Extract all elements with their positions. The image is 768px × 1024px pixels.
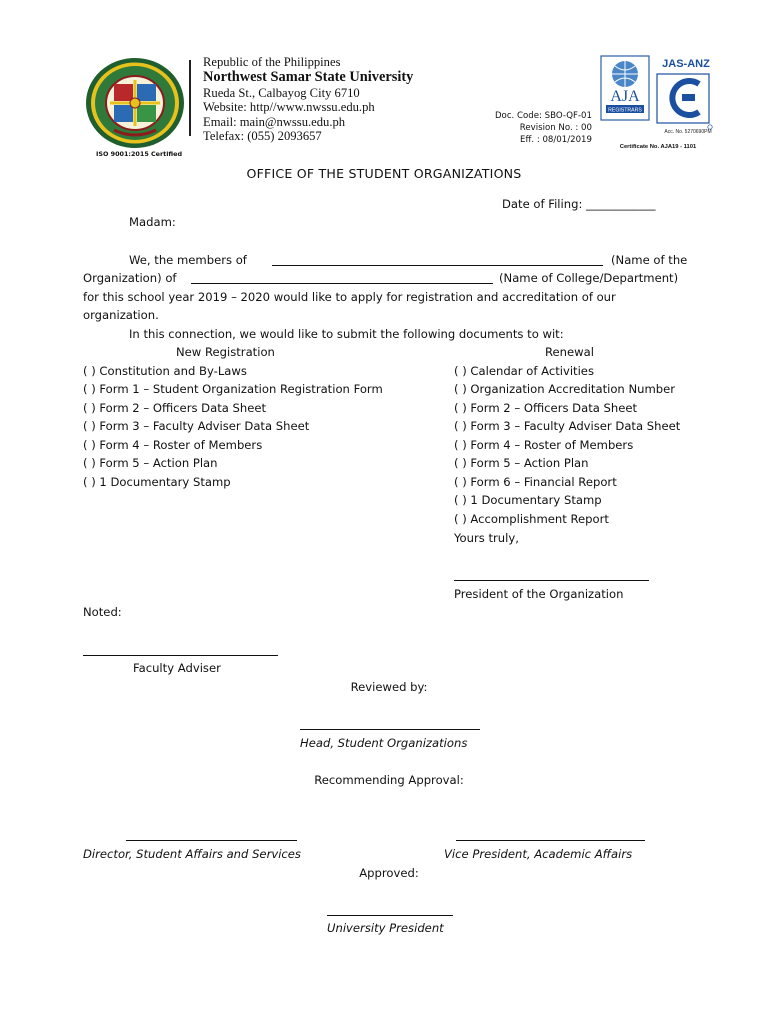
organization-name-field[interactable]	[272, 265, 603, 266]
form-title: OFFICE OF THE STUDENT ORGANIZATIONS	[246, 166, 522, 181]
date-of-filing: Date of Filing: ____________	[502, 197, 656, 211]
renewal-item[interactable]: ( ) Accomplishment Report	[454, 512, 609, 526]
new-reg-item[interactable]: ( ) Form 2 – Officers Data Sheet	[83, 401, 267, 415]
president-univ-signature-line[interactable]	[327, 915, 453, 916]
reviewed-by-label: Reviewed by:	[350, 680, 428, 694]
aja-label: AJA	[610, 88, 640, 105]
head-student-orgs-label: Head, Student Organizations	[300, 736, 468, 750]
para1-name-of-college: (Name of College/Department)	[499, 271, 679, 285]
director-signature-line[interactable]	[126, 840, 297, 841]
new-registration-heading: New Registration	[176, 345, 275, 359]
university-seal-icon	[84, 56, 186, 150]
new-reg-item[interactable]: ( ) Constitution and By-Laws	[83, 364, 247, 378]
republic-line: Republic of the Philippines	[203, 55, 341, 69]
president-signature-line[interactable]	[454, 580, 649, 581]
renewal-item[interactable]: ( ) Form 3 – Faculty Adviser Data Sheet	[454, 419, 681, 433]
renewal-heading: Renewal	[545, 345, 594, 359]
university-website: Website: http//www.nwssu.edu.ph	[203, 100, 375, 114]
iso-certified-note: ISO 9001:2015 Certified	[96, 150, 183, 158]
para1-organization-of: Organization) of	[83, 271, 177, 285]
approved-label: Approved:	[359, 866, 419, 880]
university-name: Northwest Samar State University	[203, 69, 414, 85]
director-label: Director, Student Affairs and Services	[83, 847, 301, 861]
university-address: Rueda St., Calbayog City 6710	[203, 86, 360, 100]
salutation: Madam:	[129, 215, 176, 229]
university-telefax: Telefax: (055) 2093657	[203, 129, 322, 143]
faculty-adviser-signature-line[interactable]	[83, 655, 278, 656]
certification-logos-icon	[600, 54, 718, 152]
para1-school-year: for this school year 2019 – 2020 would like to apply for registration and accreditation of our	[83, 290, 616, 304]
renewal-item[interactable]: ( ) Form 5 – Action Plan	[454, 456, 589, 470]
new-reg-item[interactable]: ( ) Form 1 – Student Organization Registration Form	[83, 382, 383, 396]
head-signature-line[interactable]	[300, 729, 480, 730]
vp-academic-label: Vice President, Academic Affairs	[444, 847, 633, 861]
recommending-approval-label: Recommending Approval:	[314, 773, 464, 787]
renewal-item[interactable]: ( ) Form 2 – Officers Data Sheet	[454, 401, 638, 415]
closing-yours-truly: Yours truly,	[454, 531, 519, 545]
renewal-item[interactable]: ( ) Form 4 – Roster of Members	[454, 438, 634, 452]
doc-code: Doc. Code: SBO-QF-01	[494, 111, 592, 121]
vp-signature-line[interactable]	[456, 840, 645, 841]
letterhead-divider	[189, 60, 191, 136]
para1-organization: organization.	[83, 308, 159, 322]
acc-number-label: Acc. No. 5270690PM	[664, 129, 712, 135]
registrars-label: REGISTRARS	[608, 107, 642, 114]
para2-documents: In this connection, we would like to submit the following documents to wit:	[129, 327, 564, 341]
renewal-item[interactable]: ( ) Form 6 – Financial Report	[454, 475, 617, 489]
renewal-item[interactable]: ( ) 1 Documentary Stamp	[454, 493, 602, 507]
college-department-field[interactable]	[191, 283, 493, 284]
para1-name-of-the: (Name of the	[611, 253, 688, 267]
faculty-adviser-label: Faculty Adviser	[133, 661, 221, 675]
renewal-item[interactable]: ( ) Organization Accreditation Number	[454, 382, 676, 396]
effectivity-date: Eff. : 08/01/2019	[520, 135, 592, 145]
new-reg-item[interactable]: ( ) Form 3 – Faculty Adviser Data Sheet	[83, 419, 310, 433]
renewal-item[interactable]: ( ) Calendar of Activities	[454, 364, 594, 378]
university-president-label: University President	[327, 921, 444, 935]
new-reg-item[interactable]: ( ) Form 4 – Roster of Members	[83, 438, 263, 452]
certificate-number-label: Certificate No. AJA19 - 1101	[619, 144, 697, 150]
revision-number: Revision No. : 00	[519, 123, 592, 133]
new-reg-item[interactable]: ( ) Form 5 – Action Plan	[83, 456, 218, 470]
president-label: President of the Organization	[454, 587, 624, 601]
new-reg-item[interactable]: ( ) 1 Documentary Stamp	[83, 475, 231, 489]
university-email: Email: main@nwssu.edu.ph	[203, 115, 346, 129]
jas-anz-label: JAS-ANZ	[662, 58, 710, 70]
noted-label: Noted:	[83, 605, 122, 619]
para1-members-of: We, the members of	[129, 253, 247, 267]
